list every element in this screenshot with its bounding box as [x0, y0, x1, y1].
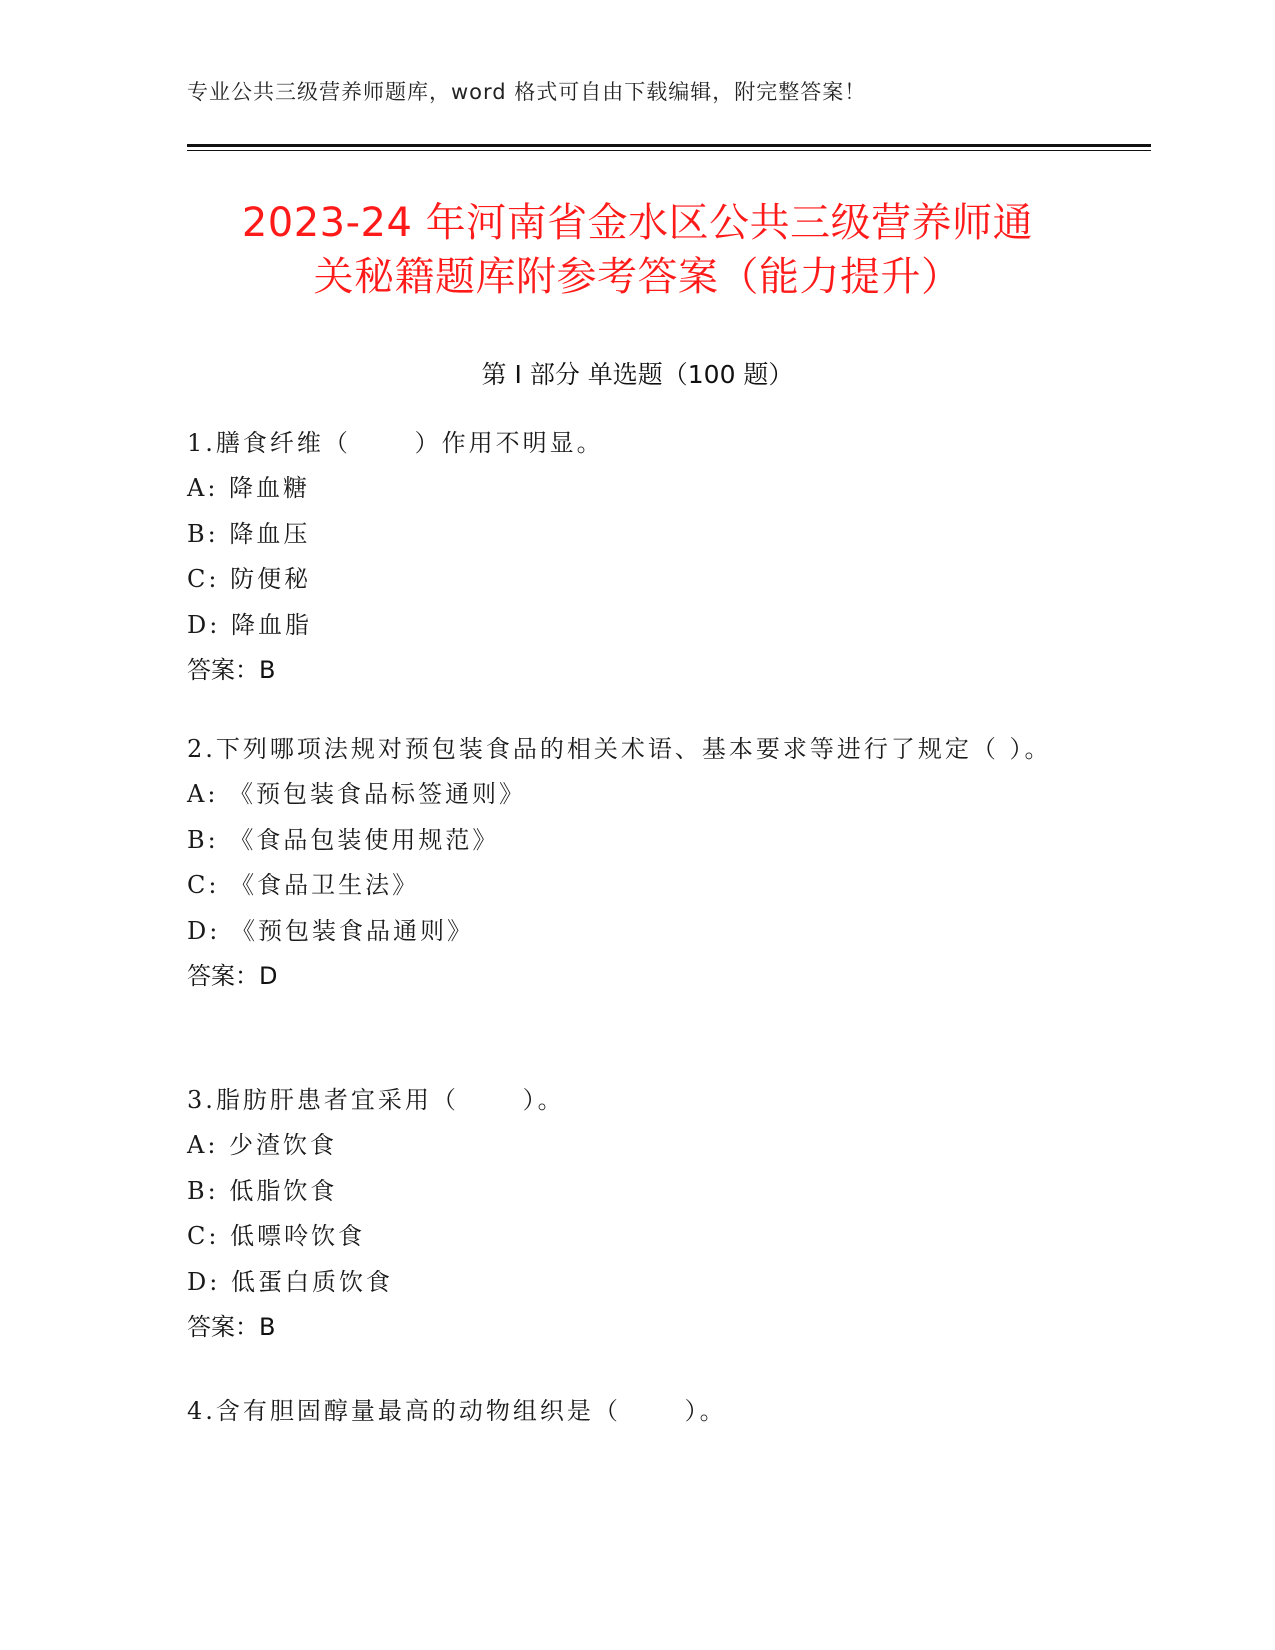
option-c: C: 《食品卫生法》: [187, 871, 420, 899]
answer-line: 答案：D: [187, 962, 278, 990]
title-line-2: 关秘籍题库附参考答案（能力提升）: [313, 254, 962, 300]
section-title: 第 I 部分 单选题（100 题）: [481, 360, 794, 389]
option-d: D: 低蛋白质饮食: [187, 1267, 393, 1296]
question-stem: 4.含有胆固醇量最高的动物组织是（ ）。: [187, 1397, 727, 1425]
option-d: D: 《预包装食品通则》: [187, 916, 474, 945]
option-a: A: 降血糖: [187, 474, 311, 502]
document-title: [140, 196, 1135, 304]
title-line-1: 2023-24 年河南省金水区公共三级营养师通: [241, 200, 1034, 246]
option-c: C: 低嘌呤饮食: [187, 1222, 366, 1250]
option-a: A: 《预包装食品标签通则》: [187, 780, 527, 808]
question-2: [187, 727, 1087, 1000]
option-d: D: 降血脂: [187, 610, 312, 639]
option-a: A: 少渣饮食: [187, 1131, 338, 1159]
answer-line: 答案：B: [187, 656, 276, 684]
header-rule-thick: [187, 144, 1151, 147]
answer-line: 答案：B: [187, 1313, 276, 1341]
question-stem: 1.膳食纤维（ ）作用不明显。: [187, 429, 604, 457]
option-c: C: 防便秘: [187, 565, 312, 593]
question-4: [187, 1389, 1087, 1434]
option-b: B: 《食品包装使用规范》: [187, 825, 500, 854]
header-note: 专业公共三级营养师题库，word 格式可自由下载编辑，附完整答案！: [187, 80, 867, 104]
option-b: B: 降血压: [187, 519, 311, 548]
question-stem: 2.下列哪项法规对预包装食品的相关术语、基本要求等进行了规定（ ）。: [187, 735, 1052, 763]
question-1: [187, 421, 1087, 694]
question-stem: 3.脂肪肝患者宜采用（ ）。: [187, 1086, 565, 1114]
question-3: [187, 1078, 1087, 1351]
header-rule-thin: [187, 150, 1151, 151]
option-b: B: 低脂饮食: [187, 1176, 338, 1205]
